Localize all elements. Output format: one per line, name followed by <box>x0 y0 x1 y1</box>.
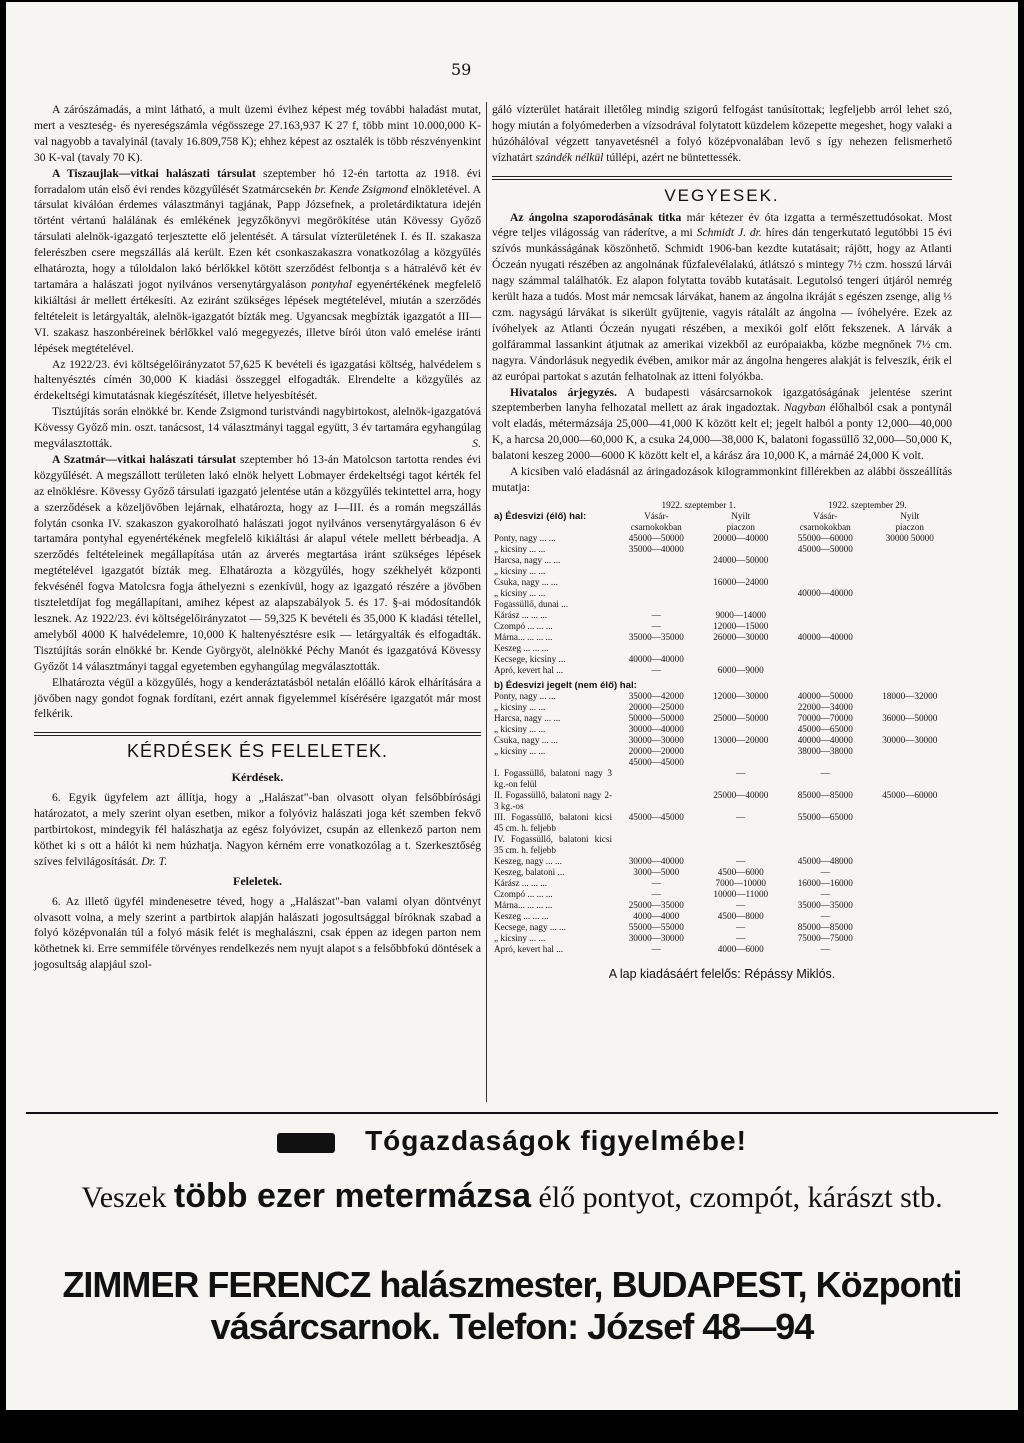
fish-name-cell: II. Fogassüllő, balatoni nagy 2-3 kg.-os <box>494 789 612 811</box>
fish-name-cell: Márna... ... ... ... <box>494 631 553 642</box>
price-cell <box>868 812 953 834</box>
fish-name-cell: Csuka, nagy ... ... <box>494 576 558 587</box>
price-cell: 85000—85000 <box>797 789 853 800</box>
answer-6: 6. Az illető ügyfél mindenesetre téved, hogy a „Halászat"-ban valami olyan döntvényt olvasott volna, a mely szerint a partbirtok alapján halászati jogosultsággal bíróknak szabad a folyó középvonalán túl a folyó másik felét is meghalászni, csak éppen az idegen parton nem köthetnek ki. Erre semmiféle törvényes rendelkezés nem nyujt alapot s a felsőbbfokú döntések a jogosultság alapjául szol- <box>34 894 481 972</box>
paragraph-small-sale: A kicsiben való eladásnál az áringadozások kilogrammonkint fillérekben az alábbi összeállítás mutatja: <box>492 465 952 494</box>
price-cell: 45000—65000 <box>797 723 853 734</box>
divider <box>34 732 481 736</box>
price-table-header-dates <box>492 500 952 511</box>
ad-buy-c: élő pontyot, czompót, kárászt stb. <box>531 1181 943 1214</box>
fish-name-cell: „ kicsiny ... ... <box>494 701 546 712</box>
price-cell <box>699 643 784 654</box>
right-column <box>492 102 952 983</box>
price-cell: 70000—70000 <box>797 712 853 723</box>
price-cell <box>699 599 784 610</box>
answers-title: Feleletek. <box>233 873 282 888</box>
price-cell: 4500—8000 <box>717 910 764 921</box>
price-cell: — <box>736 811 746 822</box>
table-row <box>492 599 952 610</box>
pointing-hand-icon <box>277 1133 335 1153</box>
price-cell: 45000—60000 <box>882 789 938 800</box>
tiszaujlak-text-b: elnökletével. A társulat kiválóan érdemes választmányi tagjának, Papp Józsefnek, a proletárdiktatura idején történt vértanú halálának és emlékének jegyzőkönyvi megörökítése után Kövessy Győző társulati alelnök-igazgató terjesztette elő jelentését. A társulat vízterületének I. és II. szakasza felerészben csere megszállás alá került. Ezen két csonkaszakaszra vonatkozólag a közgyűlés elhatározta, hogy a túloldalon lakó bérlőkkel kötött szerződést felbontja s a hátralévő két év tartamára a halászati jogot nyilvános versenytárgyaláson <box>34 182 481 291</box>
fish-name-cell: Keszeg ... ... ... <box>494 910 549 921</box>
price-cell: 45000—50000 <box>628 532 684 543</box>
price-cell <box>783 566 868 577</box>
newspaper-page <box>6 2 1018 1410</box>
price-cell <box>868 911 953 922</box>
paragraph-hemp: Elhatározta végül a közgyűlés, hogy a kenderáztatásból netalán előálló károk elhárítására a jövőben nagy gondot fognak fordítani, ezért annak figyelemmel kísérésére igazgatót már most felkérik. <box>34 675 481 721</box>
price-cell: 20000—40000 <box>713 532 769 543</box>
tiszaujlak-pontyhal: pontyhal <box>311 277 352 291</box>
fish-name-cell: Keszeg, nagy ... ... <box>494 855 562 866</box>
question-6-text: 6. Egyik ügyfelem azt állítja, hogy a „Halászat"-ban olvasott olyan felsőbbírósági határozatot, a mely szerint olyan esetben, mikor a folyóviz halászati joga két szemben fekvő partbirtokost, mindegyik fél halászhatja az egész folyóvizet, csupán az ellenkező parton nem köthet ki s ott a hálót ki nem húzhatja. Nagyon kérném erre vonatkozólag a t. Szerkesztőség szíves felvilágosítását. <box>34 791 481 868</box>
price-cell: 4000—4000 <box>633 910 680 921</box>
price-cell: 35000—40000 <box>628 543 684 554</box>
price-cell: — <box>820 866 830 877</box>
price-cell: 12000—30000 <box>713 690 769 701</box>
fish-name-cell: Apró, kevert hal ... <box>494 664 564 675</box>
price-cell <box>868 555 953 566</box>
price-cell: 7000—10000 <box>715 877 767 888</box>
table-row <box>492 856 952 867</box>
fish-name-cell: Kecsege, kicsiny ... <box>494 653 566 664</box>
price-cell <box>868 768 953 790</box>
paragraph-tiszaujlak <box>34 166 481 357</box>
fish-name-cell: Ponty, nagy ... ... <box>494 690 556 701</box>
price-cell <box>614 768 699 790</box>
ad-buy-a: Veszek <box>81 1181 174 1214</box>
price-cell: — <box>820 910 830 921</box>
page-number <box>451 60 471 79</box>
table-row <box>492 577 952 588</box>
price-cell: 75000—75000 <box>797 932 853 943</box>
price-cell <box>783 757 868 768</box>
price-cell: 18000—32000 <box>882 690 938 701</box>
table-row <box>492 834 952 856</box>
price-cell: 25000—35000 <box>628 899 684 910</box>
left-column <box>34 102 481 973</box>
price-cell: — <box>651 888 661 899</box>
header-date-1: 1922. szeptember 1. <box>661 499 736 510</box>
fish-name-cell: „ kicsiny ... ... <box>494 932 546 943</box>
fish-name-cell: Fogassüllő, dunai ... <box>494 598 569 609</box>
fish-name-cell: Czompó ... ... ... <box>494 620 553 631</box>
price-cell <box>783 621 868 632</box>
table-row <box>492 713 952 724</box>
fish-name-cell: Márna... ... ... ... <box>494 899 553 910</box>
column-rule <box>486 102 487 1102</box>
prices-lead: Hivatalos árjegyzés. <box>510 385 617 399</box>
fish-name-cell: IV. Fogassüllő, balatoni kicsi 35 cm. h. feljebb <box>494 833 612 855</box>
price-cell: 35000—42000 <box>628 690 684 701</box>
ad-contact: ZIMMER FERENCZ halászmester, BUDAPEST, Központi vásárcsarnok. Telefon: József 48—94 <box>62 1264 962 1347</box>
price-cell: 12000—15000 <box>713 620 769 631</box>
paragraph-continuation <box>492 102 952 166</box>
table-row <box>492 889 952 900</box>
fish-name-cell: III. Fogassüllő, balatoni kicsi 45 cm. h. feljebb <box>494 811 612 833</box>
price-cell: 30000 50000 <box>885 532 934 543</box>
table-row <box>492 768 952 790</box>
price-cell: 45000—45000 <box>628 756 684 767</box>
price-cell <box>614 566 699 577</box>
section-a-title: a) Édesvizi (élő) hal: <box>494 510 587 522</box>
price-cell <box>614 588 699 599</box>
price-cell <box>868 944 953 955</box>
price-cell: — <box>820 943 830 954</box>
price-cell <box>699 746 784 757</box>
table-row <box>492 643 952 654</box>
price-cell: 4500—6000 <box>717 866 764 877</box>
election-signature: S. <box>472 437 481 451</box>
price-cell: — <box>651 877 661 888</box>
prices-text-a: A budapesti vásárcsarnokok igazgatóságának jelentése szerint szeptemberben lanyha felhozatal mellett az árak ingadoztak. <box>492 385 952 415</box>
continuation-end: túllépi, azért ne büntettessék. <box>603 150 742 164</box>
price-cell: 30000—30000 <box>882 734 938 745</box>
price-cell: 36000—50000 <box>882 712 938 723</box>
price-cell <box>614 834 699 856</box>
price-cell: 40000—40000 <box>797 631 853 642</box>
price-cell <box>783 555 868 566</box>
section-b-header <box>492 676 952 691</box>
price-cell: 16000—24000 <box>713 576 769 587</box>
header-market-2: Vásár- csarnokokban <box>799 510 851 532</box>
table-row <box>492 588 952 599</box>
price-cell <box>868 588 953 599</box>
price-cell: 55000—65000 <box>797 811 853 822</box>
price-cell: — <box>736 899 746 910</box>
prices-italic: Nagyban <box>783 401 826 415</box>
table-row <box>492 654 952 665</box>
table-row <box>492 757 952 768</box>
price-cell <box>614 599 699 610</box>
table-row <box>492 922 952 933</box>
price-cell: 13000—20000 <box>713 734 769 745</box>
price-cell <box>868 632 953 643</box>
fish-name-cell <box>492 757 614 768</box>
continuation-text: gáló vízterület határait illetőleg mindig szigorú felfogást tanúsítottak; legfeljebb arról lehet szó, hogy miután a folyómederben a vízsodrával folytatott küzdelem közepette megeshet, hogy valaki a húzóhálóval végzett tanyavetésnél a folyó középvonalában levő s így nehezen felismerhető vízhatárt <box>492 103 952 164</box>
price-cell <box>868 544 953 555</box>
price-cell: 30000—30000 <box>628 932 684 943</box>
table-row <box>492 621 952 632</box>
price-cell: — <box>736 921 746 932</box>
section-b-title: b) Édesvizi jegelt (nem élő) hal: <box>494 679 637 691</box>
price-cell <box>868 757 953 768</box>
price-cell: 24000—50000 <box>713 554 769 565</box>
eel-text-b: híres dán tengerkutató legutóbbi 15 évi szívós munkásságának köszönhető. Schmidt 1906-ban kezdte kutatásait; rájött, hogy az Atlanti Óczeán nyugati részében az angolnának fűzfalevélalakú, átlátszó s mintegy 7½ czm. hosszú lárvái nagy számmal találhatók. Ez alapon folytatta tovább kutatásait. Legutolsó tengeri útjáról nemrég került haza a tudós. Most már nemcsak lárvákat, hanem az ángolna ikráját s egészen zsenge, alig ⅓ czm. nagyságú lárvákat is sikerült gyűjtenie, vagyis rátalált az ángolna — ívóhelyére. Ezek az ívóhelyek az Atlanti Óczeán nyugati részében, a mexikói golf előtt fekszenek. A lárvák a golfárammal lassankint átjutnak az amerikai vizekből az európaiakba, közbe megnőnek 7½ cm. nagyra. Vándorlásuk negyedik évében, amikor már az ángolna hengeres alakját is felveszik, érik el az európai partokat s azután felhatolnak az itteni folyókba. <box>492 226 952 383</box>
header-open-2: Nyilt piaczon <box>895 510 925 532</box>
szatmar-text: szeptember hó 13-án Matolcson tartotta rendes évi közgyűlését. A megszállott területen lakó elnök helyett Lobmayer érdekeltségi tagot kérték fel az elnöklésre. Kövessy Győző társulati igazgató jelentése után a közgyűlés tekintettel arra, hogy a szerződések a közeljövőben lejárnak, elhatározta, hogy az I—III. és a román megszállás folytán csonka IV. szakaszon gyakorolható halászati jogot nyilvános versenytárgyaláson 6 év tartamára pontyhal egyenértékének megfelelő kikiáltási ár alapul vétele mellett bérbeadja. A szerződés feltételeinek megállapítása után az árverés megtartása iránt szükséges lépések megtételével igazgatót bízták meg. Elhatározta a közgyűlés, hogy székhelyét központi fekvésénél fogva Matolcsra fogja áthelyezni s ezenkívül, hogy az igazgató részére a jövőben tiszteletdíjat fog megállapítani, amihez képest az alapszabályok 5. és 17. §-ai módosítandók lesznek. Az 1922/23. évi költségelőirányzatot — 59,325 K bevételi és 35,000 K kiadási tétellel, amelyből 4000 K halvédelemre, 10,000 K haltenyésztésre esik — letárgyalták és elfogadták. Tisztújítás során elnökké br. Kende Györgyöt, alelnökké Péchy Manót és igazgatóvá Kövessy Győzőt 14 választmányi taggal egyetemben egyhangúlag megválasztották. <box>34 452 481 673</box>
eel-scientist: Schmidt J. dr. <box>696 226 762 240</box>
misc-title: VEGYESEK. <box>664 185 780 205</box>
price-cell <box>868 599 953 610</box>
price-cell <box>699 544 784 555</box>
ad-buy-b: több ezer metermázsa <box>173 1177 532 1215</box>
table-row <box>492 735 952 746</box>
price-table-header-places <box>492 511 952 533</box>
fish-name-cell: Keszeg ... ... ... <box>494 642 549 653</box>
fish-name-cell: Czompó ... ... ... <box>494 888 553 899</box>
price-cell <box>868 933 953 944</box>
price-cell <box>868 621 953 632</box>
table-row <box>492 933 952 944</box>
price-cell <box>783 610 868 621</box>
price-cell <box>868 654 953 665</box>
price-cell <box>699 757 784 768</box>
paragraph-prices <box>492 385 952 465</box>
price-cell <box>699 724 784 735</box>
fish-name-cell: Kárász ... ... ... <box>494 609 548 620</box>
price-cell: — <box>651 664 661 675</box>
price-cell <box>868 889 953 900</box>
price-cell <box>699 702 784 713</box>
price-cell <box>868 643 953 654</box>
price-cell: — <box>651 609 661 620</box>
price-cell: 25000—40000 <box>713 789 769 800</box>
table-row <box>492 555 952 566</box>
paragraph-annual-report: A zárószámadás, a mint látható, a mult üzemi évihez képest még további haladást mutat, mert a veszteség- és nyereségszámla végösszege 27.163,937 K 27 f, több mint 10.000,000 K-val nagyobb a tavalyinál (tavaly 16.809,758 K); ehhez képest az osztalék is több részvényenkint 30 K-val (tavaly 70 K). <box>34 103 481 164</box>
question-6 <box>34 790 481 870</box>
ad-buy-line <box>26 1177 998 1216</box>
tiszaujlak-chair: br. Kende Zsigmond <box>314 182 408 196</box>
header-open-1: Nyilt piaczon <box>726 510 756 532</box>
price-cell <box>783 599 868 610</box>
fish-name-cell: „ kicsiny ... ... <box>494 723 546 734</box>
table-row <box>492 911 952 922</box>
price-table <box>492 500 952 955</box>
price-cell: 55000—55000 <box>628 921 684 932</box>
price-cell <box>868 856 953 867</box>
paragraph-election <box>34 404 481 452</box>
price-cell <box>614 555 699 566</box>
tiszaujlak-text-a: szeptember hó 12-én tartotta az 1918. évi forradalom után első évi rendes közgyűlését Szatmárcsekén <box>34 166 481 196</box>
price-cell <box>614 577 699 588</box>
price-cell: — <box>736 855 746 866</box>
paragraph-szatmar <box>34 452 481 675</box>
price-cell: 20000—20000 <box>628 745 684 756</box>
price-cell <box>699 588 784 599</box>
publisher-responsible: A lap kiadásáért felelős: Répássy Miklós. <box>608 966 836 981</box>
table-row <box>492 944 952 955</box>
header-market-1: Vásár- csarnokokban <box>630 510 682 532</box>
price-cell: 3000—5000 <box>633 866 680 877</box>
table-row <box>492 566 952 577</box>
price-cell: 55000—60000 <box>797 532 853 543</box>
szatmar-lead: A Szatmár—vitkai halászati társulat <box>52 452 236 466</box>
price-cell: — <box>736 932 746 943</box>
question-6-signature: Dr. T. <box>141 854 168 868</box>
fish-name-cell: Kárász ... ... ... <box>494 877 548 888</box>
price-cell: 26000—30000 <box>713 631 769 642</box>
fish-name-cell: I. Fogassüllő, balatoni nagy 3 kg.-on felül <box>494 767 612 789</box>
price-cell <box>699 654 784 665</box>
table-row <box>492 746 952 757</box>
price-cell <box>699 834 784 856</box>
price-cell: 10000—11000 <box>713 888 769 899</box>
ad-headline-text: Tógazdaságok figyelmébe! <box>365 1125 747 1156</box>
table-row <box>492 665 952 676</box>
fish-name-cell: „ kicsiny ... ... <box>494 587 546 598</box>
table-row <box>492 790 952 812</box>
ad-divider-top <box>26 1112 998 1114</box>
price-cell <box>868 665 953 676</box>
price-cell: — <box>651 620 661 631</box>
price-cell: 40000—50000 <box>797 690 853 701</box>
price-cell: — <box>820 767 830 778</box>
price-cell <box>783 665 868 676</box>
fish-name-cell: Ponty, nagy ... ... <box>494 532 556 543</box>
price-cell <box>868 922 953 933</box>
price-cell: 6000—9000 <box>717 664 764 675</box>
table-row <box>492 691 952 702</box>
fish-name-cell: Harcsa, nagy ... ... <box>494 554 561 565</box>
price-cell: 38000—38000 <box>797 745 853 756</box>
price-cell: 40000—40000 <box>628 653 684 664</box>
price-cell <box>783 643 868 654</box>
tiszaujlak-text-c: egyenértékének megfelelő kikiáltási ár mellett értékesíti. Az eziránt szükséges lépések megtételével, miután a szerződés feltételeit is letárgyalták, alelnök-igazgatót bízták meg. Ugyancsak megbízták igazgatót a III—VI. szakasz haszonbéreinek bérlőkkel való megegyezés, illetve bírói úton való emelése iránti lépések megtételével. <box>34 277 482 355</box>
price-cell: 45000—45000 <box>628 811 684 822</box>
price-cell: 50000—50000 <box>628 712 684 723</box>
fish-name-cell: Csuka, nagy ... ... <box>494 734 558 745</box>
table-row <box>492 812 952 834</box>
price-cell: 45000—50000 <box>797 543 853 554</box>
price-cell: 40000—40000 <box>797 734 853 745</box>
ad-headline <box>26 1125 998 1157</box>
price-cell: 30000—30000 <box>628 734 684 745</box>
price-cell <box>614 790 699 812</box>
table-row <box>492 533 952 544</box>
price-cell <box>868 834 953 856</box>
tiszaujlak-lead: A Tiszaujlak—vitkai halászati társulat <box>52 166 256 180</box>
table-row <box>492 878 952 889</box>
price-cell: — <box>736 767 746 778</box>
price-cell: 9000—14000 <box>715 609 767 620</box>
price-cell: 35000—35000 <box>628 631 684 642</box>
qa-title: KÉRDÉSEK ÉS FELELETEK. <box>126 741 389 762</box>
table-row <box>492 632 952 643</box>
price-cell <box>868 566 953 577</box>
table-row <box>492 724 952 735</box>
price-cell <box>868 610 953 621</box>
price-cell <box>614 643 699 654</box>
price-cell <box>699 566 784 577</box>
table-row <box>492 900 952 911</box>
price-cell: — <box>820 888 830 899</box>
questions-title: Kérdések. <box>231 770 284 785</box>
divider <box>492 176 952 180</box>
continuation-italic: szándék nélkül <box>535 150 604 164</box>
price-cell <box>868 746 953 757</box>
price-cell: — <box>651 943 661 954</box>
eel-lead: Az ángolna szaporodásának titka <box>510 210 682 224</box>
price-cell: 22000—34000 <box>797 701 853 712</box>
price-cell <box>783 654 868 665</box>
price-cell: 30000—40000 <box>628 855 684 866</box>
table-row <box>492 610 952 621</box>
eel-text-a: már kétezer év óta izgatta a természettudósokat. Most végre teljes világosság van ráderítve, a mi <box>492 210 953 240</box>
fish-name-cell: Kecsege, nagy ... ... <box>494 921 566 932</box>
price-cell: 85000—85000 <box>797 921 853 932</box>
election-text: Tisztújítás során elnökké br. Kende Zsigmond turistvándi nagybirtokost, alelnök-igazgatóvá Kövessy Győző min. oszt. tanácsost, 14 választmányi taggal együtt, 3 év tartamára egyhangúlag megválasztották. <box>34 405 481 451</box>
price-cell <box>868 724 953 735</box>
header-date-2: 1922. szeptember 29. <box>828 499 907 510</box>
prices-text-b: élőhalból csak a pontynál volt eladás, métermázsája 25,000—41,000 K között kelt el; jegelt halból a ponty 12,000—40,000 K, a harcsa 20,000—60,000 K, a csuka 24,000—38,000 K, balatoni fogassüllő 32,000—50,000 K, balatoni keszeg 2000—6000 K között kelt el, a kárász ára 10,000 K, a márnáé 24,000 K volt. <box>492 401 952 463</box>
price-cell <box>868 577 953 588</box>
price-cell <box>868 702 953 713</box>
paragraph-eel <box>492 210 952 385</box>
price-cell: 30000—40000 <box>628 723 684 734</box>
price-cell <box>868 878 953 889</box>
fish-name-cell: Keszeg, balatoni ... <box>494 866 565 877</box>
price-cell: 25000—50000 <box>713 712 769 723</box>
fish-name-cell: Harcsa, nagy ... ... <box>494 712 561 723</box>
fish-name-cell: Apró, kevert hal ... <box>494 943 564 954</box>
price-cell: 4000—6000 <box>717 943 764 954</box>
table-row <box>492 702 952 713</box>
price-cell: 35000—35000 <box>797 899 853 910</box>
price-cell <box>868 900 953 911</box>
fish-name-cell: „ kicsiny ... ... <box>494 745 546 756</box>
price-cell <box>868 867 953 878</box>
price-cell: 45000—48000 <box>797 855 853 866</box>
header-empty <box>492 500 614 511</box>
price-cell <box>783 834 868 856</box>
price-cell: 20000—25000 <box>628 701 684 712</box>
section-a-rows <box>492 533 952 676</box>
paragraph-budget: Az 1922/23. évi költségelőirányzatot 57,625 K bevételi és igazgatási költség, halvédelem s haltenyésztés címén 30,000 K kiadási összeggel elfogadták. Elrendelte a közgyűlés az érdekeltségi kimutatásnak kiegészítését, illetve helyesbítését. <box>34 357 481 403</box>
section-b-rows <box>492 691 952 955</box>
table-row <box>492 867 952 878</box>
fish-name-cell: „ kicsiny ... ... <box>494 543 546 554</box>
price-cell: 16000—16000 <box>797 877 853 888</box>
fish-name-cell: „ kicsiny ... ... <box>494 565 546 576</box>
table-row <box>492 544 952 555</box>
price-cell <box>783 577 868 588</box>
price-cell: 40000—40000 <box>797 587 853 598</box>
page-number-text: 59 <box>451 60 472 79</box>
